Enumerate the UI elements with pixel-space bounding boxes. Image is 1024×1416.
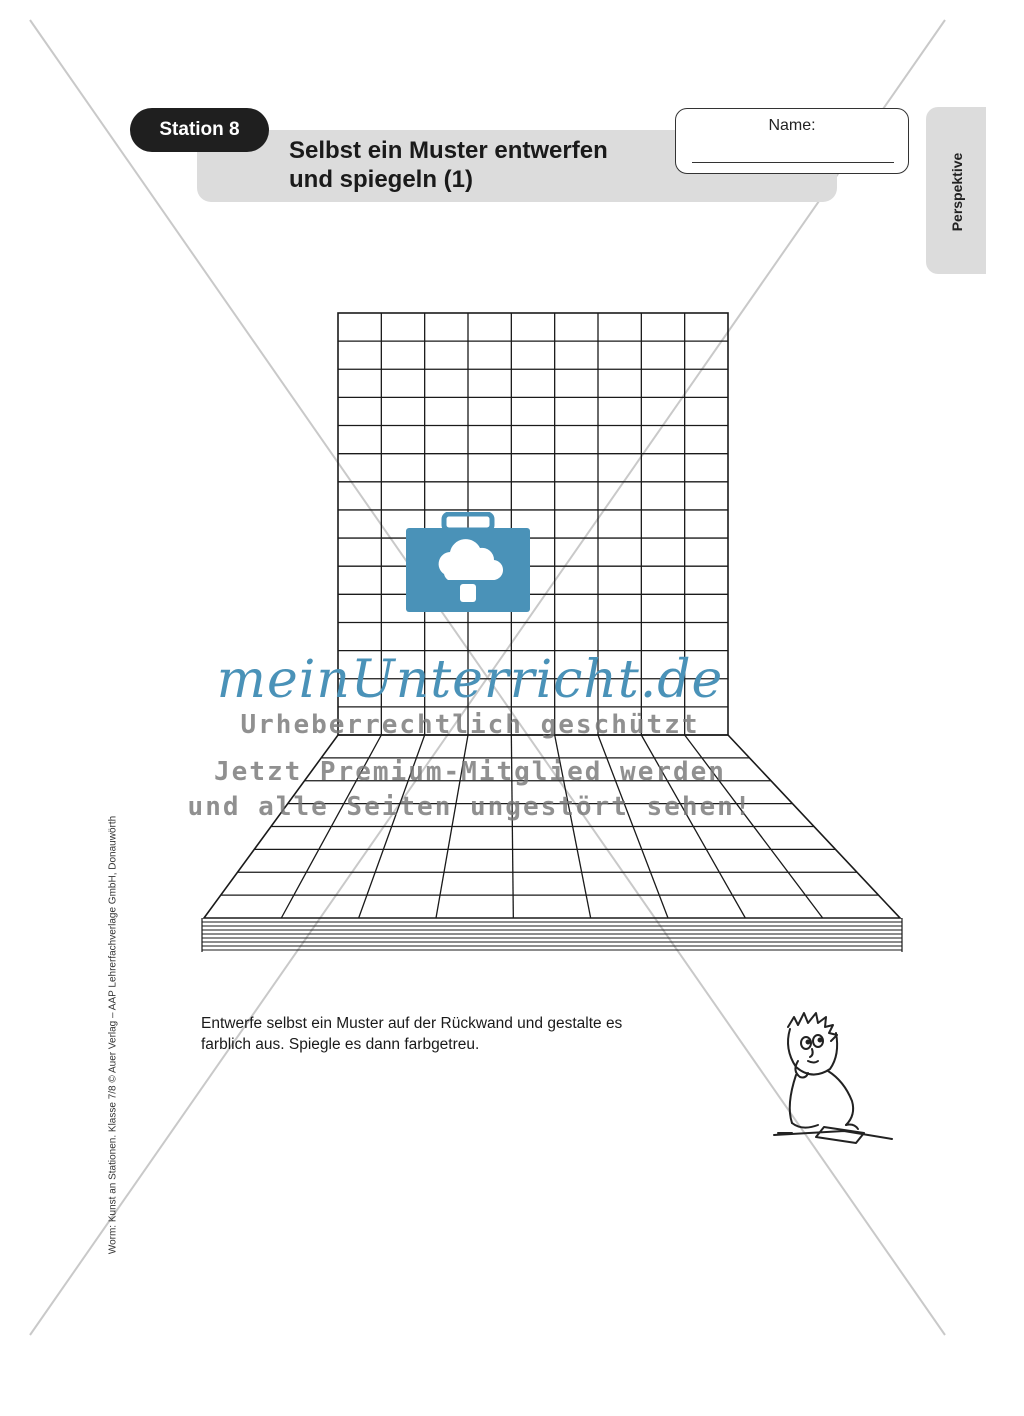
task-instructions <box>201 1013 721 1055</box>
instructions-line-2: farblich aus. Spiegle es dann farbgetreu. <box>201 1036 480 1053</box>
briefcase-cloud-icon <box>404 512 532 614</box>
title-line-2: und spiegeln (1) <box>289 166 474 193</box>
watermark-logo-text: meinUnterricht.de <box>216 650 724 710</box>
thinking-boy-illustration <box>768 1005 898 1160</box>
watermark-line-3: und alle Seiten ungestört sehen! <box>187 792 753 822</box>
station-badge: Station 8 <box>130 108 269 152</box>
name-label: Name: <box>768 117 816 134</box>
title-line-1: Selbst ein Muster entwerfen <box>289 137 608 164</box>
instructions-line-1: Entwerfe selbst ein Muster auf der Rückwand und gestalte es <box>201 1015 623 1032</box>
watermark-line-2: Jetzt Premium-Mitglied werden <box>214 757 726 787</box>
watermark-line-1: Urheberrechtlich geschützt <box>240 710 700 740</box>
side-tab-label: Perspektive <box>949 152 965 232</box>
copyright-credit: Worm: Kunst an Stationen. Klasse 7/8 © Auer Verlag – AAP Lehrerfachverlage GmbH, Donauwörth <box>107 815 119 1255</box>
